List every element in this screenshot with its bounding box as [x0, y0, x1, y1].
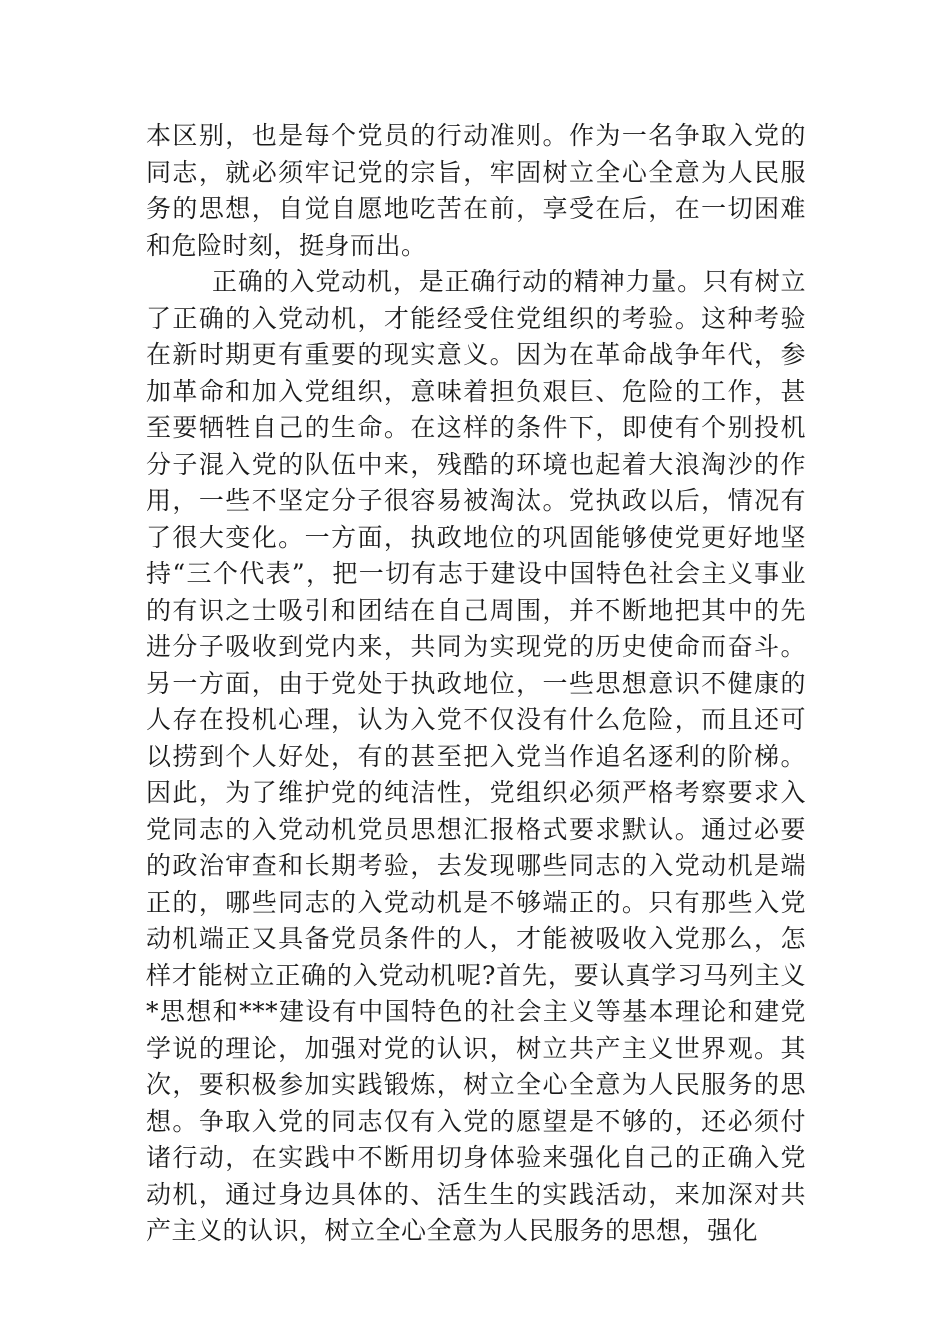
- paragraph-2: 正确的入党动机，是正确行动的精神力量。只有树立了正确的入党动机，才能经受住党组织的考验。这种考验在新时期更有重要的现实意义。因为在革命战争年代，参加革命和加入党组织，意味着担负艰巨、危险的工作，甚至要牺牲自己的生命。在这样的条件下，即使有个别投机分子混入党的队伍中来，残酷的环境也起着大浪淘沙的作用，一些不坚定分子很容易被淘汰。党执政以后，情况有了很大变化。一方面，执政地位的巩固能够使党更好地坚持“三个代表”，把一切有志于建设中国特色社会主义事业的有识之士吸引和团结在自己周围，并不断地把其中的先进分子吸收到党内来，共同为实现党的历史使命而奋斗。另一方面，由于党处于执政地位，一些思想意识不健康的人存在投机心理，认为入党不仅没有什么危险，而且还可以捞到个人好处，有的甚至把入党当作追名逐利的阶梯。因此，为了维护党的纯洁性，党组织必须严格考察要求入党同志的入党动机党员思想汇报格式要求默认。通过必要的政治审查和长期考验，去发现哪些同志的入党动机是端正的，哪些同志的入党动机是不够端正的。只有那些入党动机端正又具备党员条件的人，才能被吸收入党那么，怎样才能树立正确的入党动机呢?首先，要认真学习马列主义*思想和***建设有中国特色的社会主义等基本理论和建党学说的理论，加强对党的认识，树立共产主义世界观。其次，要积极参加实践锻炼，树立全心全意为人民服务的思想。争取入党的同志仅有入党的愿望是不够的，还必须付诸行动，在实践中不断用切身体验来强化自己的正确入党动机，通过身边具体的、活生生的实践活动，来加深对共产主义的认识，树立全心全意为人民服务的思想，强化: [146, 267, 806, 1245]
- paragraph-1: 本区别，也是每个党员的行动准则。作为一名争取入党的同志，就必须牢记党的宗旨，牢固树立全心全意为人民服务的思想，自觉自愿地吃苦在前，享受在后，在一切困难和危险时刻，挺身而出。: [146, 121, 806, 260]
- document-body: [146, 118, 806, 1250]
